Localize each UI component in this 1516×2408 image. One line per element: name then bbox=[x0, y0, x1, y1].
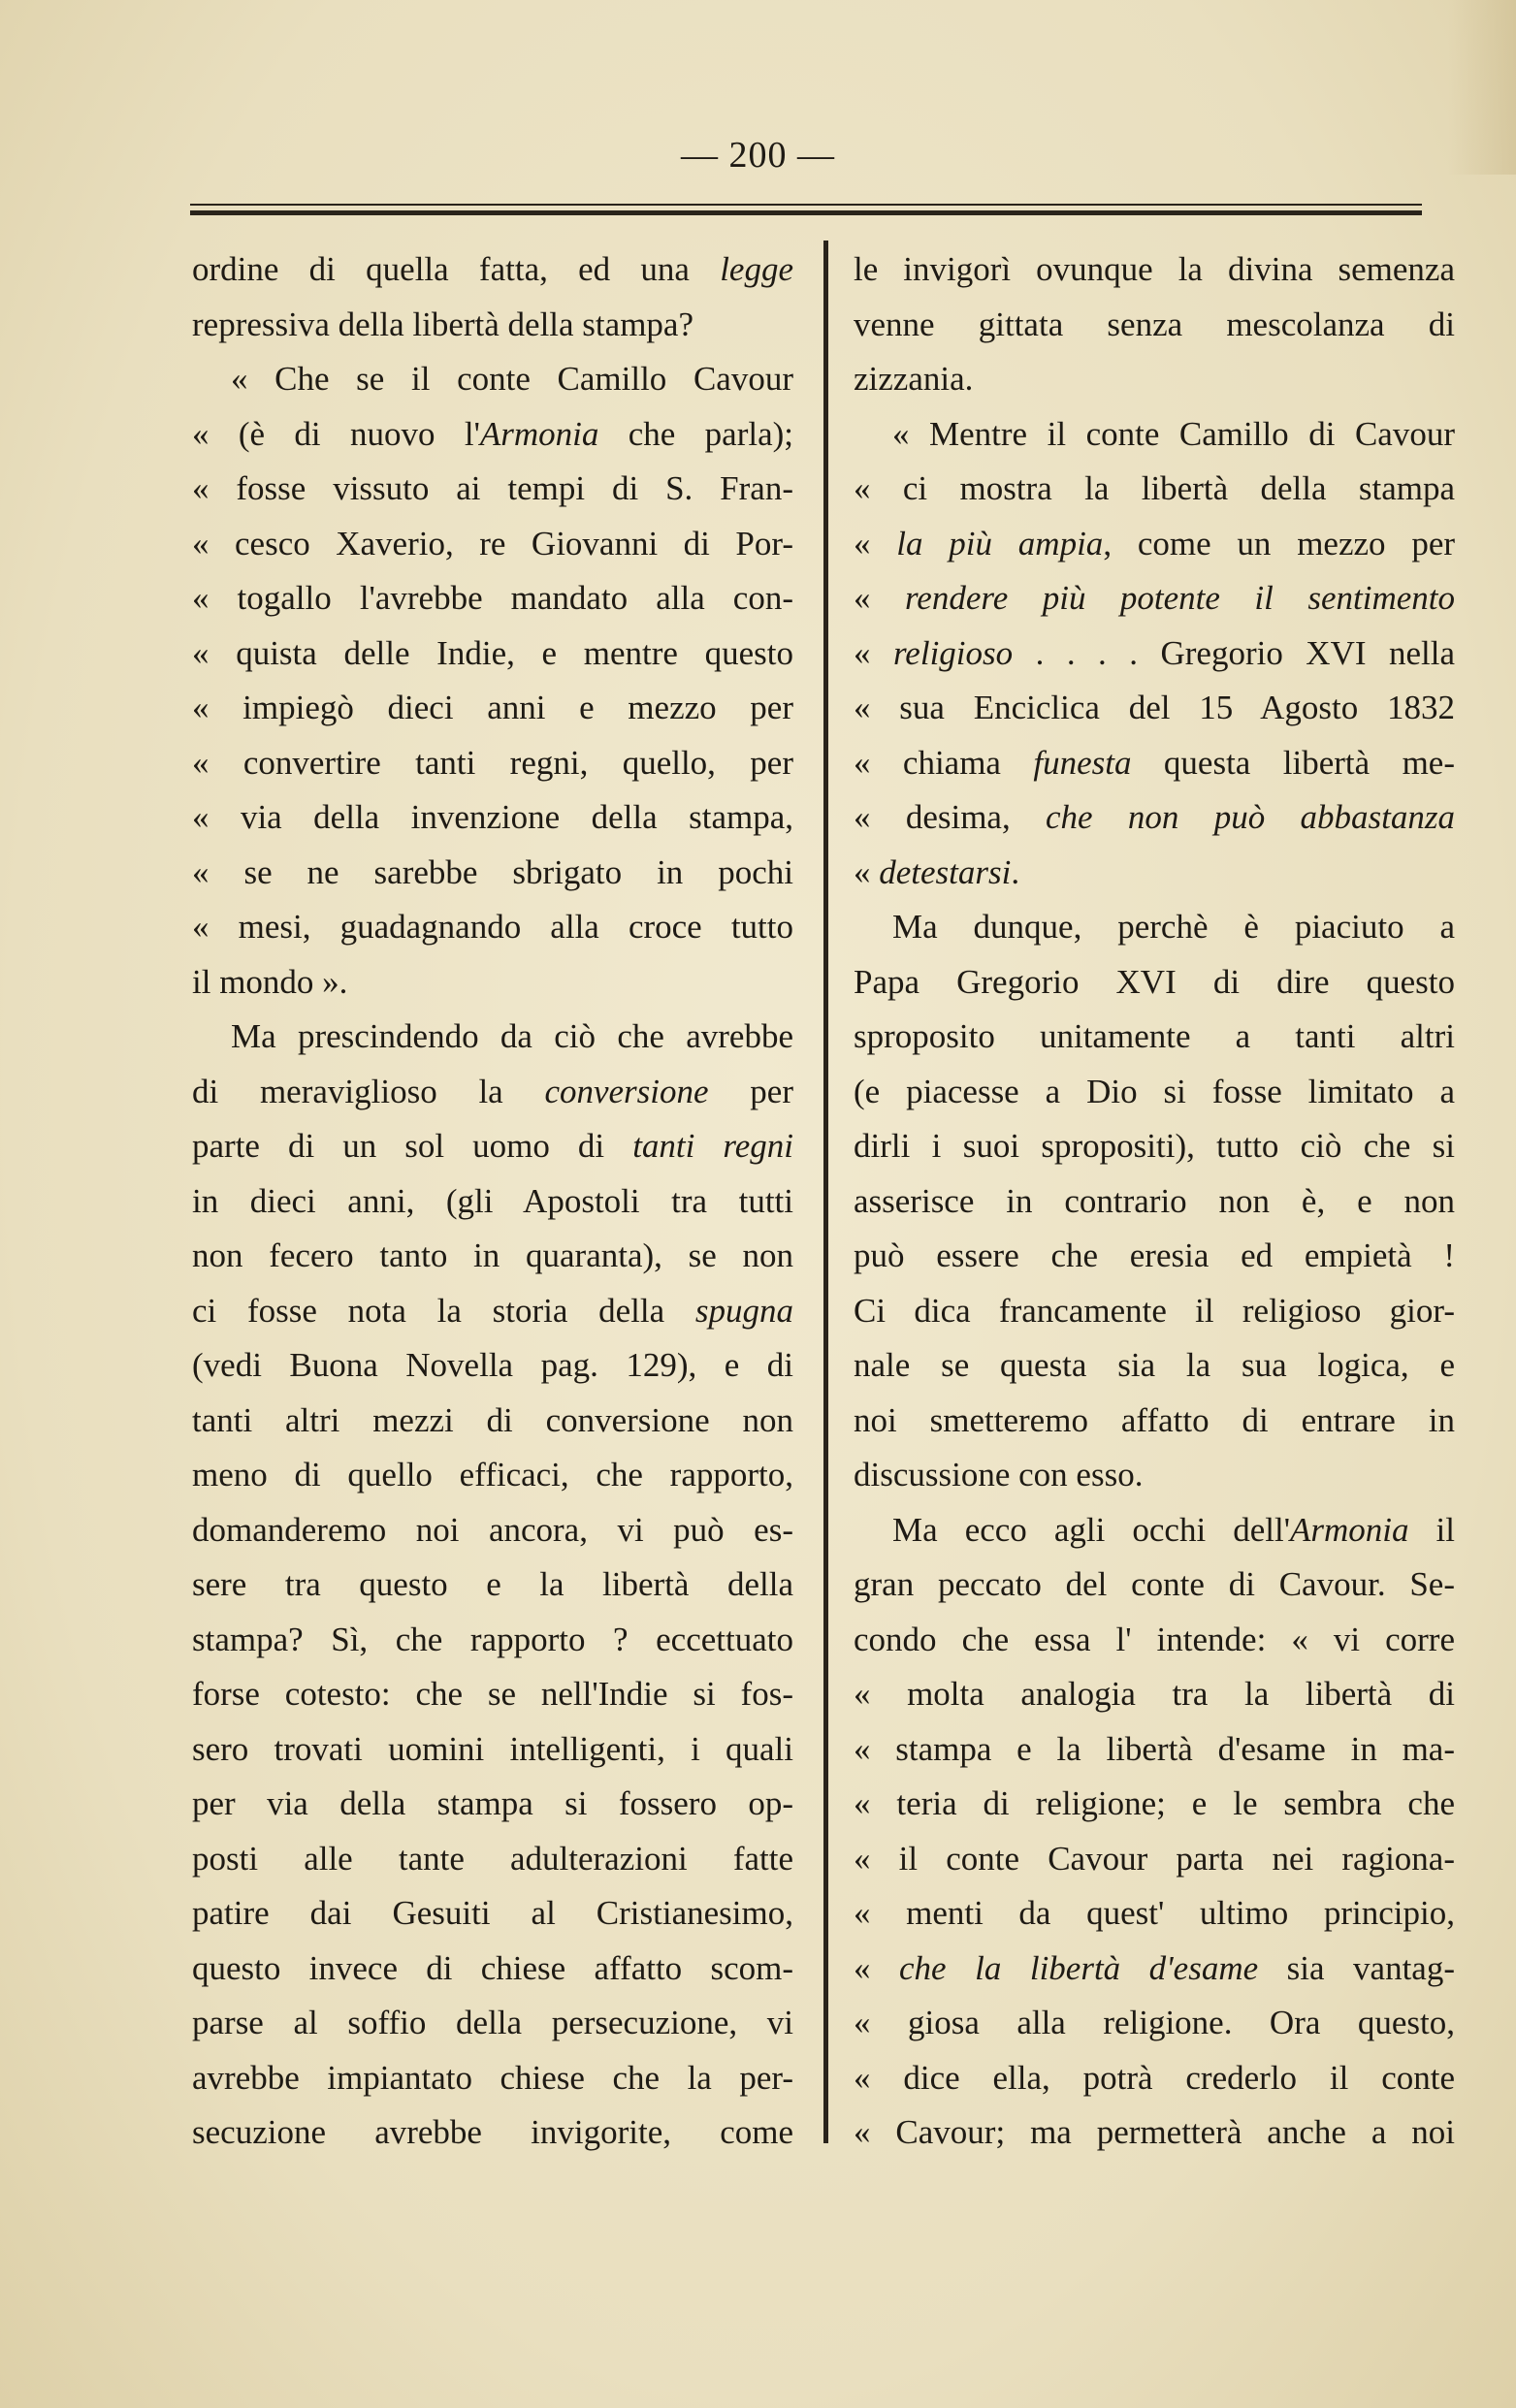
text-line: « ci mostra la libertà della stampa bbox=[854, 469, 1455, 507]
column-divider bbox=[823, 241, 828, 2143]
text-line: « sua Enciclica del 15 Agosto 1832 bbox=[854, 689, 1455, 726]
text-line: « dice ella, potrà crederlo il conte bbox=[854, 2058, 1455, 2097]
text-line: zizzania. bbox=[854, 360, 974, 398]
text-line: « desima, che non può abbastanza bbox=[854, 798, 1455, 836]
text-line: non fecero tanto in quaranta), se non bbox=[192, 1236, 793, 1274]
text-line: Ma dunque, perchè è piaciuto a bbox=[892, 908, 1455, 946]
text-line: questo invece di chiese affatto scom- bbox=[192, 1948, 793, 1987]
text-line: « Che se il conte Camillo Cavour bbox=[231, 360, 793, 398]
text-line: (vedi Buona Novella pag. 129), e di bbox=[192, 1346, 793, 1384]
text-line: Ma ecco agli occhi dell'Armonia il bbox=[892, 1510, 1455, 1549]
text-line: sproposito unitamente a tanti altri bbox=[854, 1017, 1455, 1055]
right-column bbox=[854, 242, 1455, 2161]
text-line: « teria di religione; e le sembra che bbox=[854, 1784, 1455, 1822]
text-line: dirli i suoi spropositi), tutto ciò che si bbox=[854, 1127, 1455, 1165]
text-line: venne gittata senza mescolanza di bbox=[854, 305, 1455, 343]
text-line: forse cotesto: che se nell'Indie si fos- bbox=[192, 1675, 793, 1713]
text-line: nale se questa sia la sua logica, e bbox=[854, 1346, 1455, 1384]
text-line: « convertire tanti regni, quello, per bbox=[192, 743, 793, 782]
text-line: posti alle tante adulterazioni fatte bbox=[192, 1839, 793, 1878]
text-line: gran peccato del conte di Cavour. Se- bbox=[854, 1565, 1455, 1603]
text-line: tanti altri mezzi di conversione non bbox=[192, 1400, 793, 1439]
text-line: repressiva della libertà della stampa? bbox=[192, 305, 693, 343]
left-column bbox=[192, 242, 793, 2161]
text-line: condo che essa l' intende: « vi corre bbox=[854, 1620, 1455, 1658]
text-line: il mondo ». bbox=[192, 962, 348, 1001]
text-line: « menti da quest' ultimo principio, bbox=[854, 1894, 1455, 1932]
text-line: (e piacesse a Dio si fosse limitato a bbox=[854, 1072, 1455, 1110]
text-line: ordine di quella fatta, ed una legge bbox=[192, 250, 793, 288]
text-line: « togallo l'avrebbe mandato alla con- bbox=[192, 579, 793, 617]
text-line: parte di un sol uomo di tanti regni bbox=[192, 1127, 793, 1165]
text-line: « la più ampia, come un mezzo per bbox=[854, 524, 1455, 562]
text-line: « via della invenzione della stampa, bbox=[192, 798, 793, 836]
text-line: « Mentre il conte Camillo di Cavour bbox=[892, 414, 1455, 453]
text-line: « (è di nuovo l'Armonia che parla); bbox=[192, 414, 793, 453]
text-line: « impiegò dieci anni e mezzo per bbox=[192, 689, 793, 726]
text-line: Ci dica francamente il religioso gior- bbox=[854, 1291, 1455, 1330]
text-line: « rendere più potente il sentimento bbox=[854, 579, 1455, 617]
text-line: Papa Gregorio XVI di dire questo bbox=[854, 962, 1455, 1001]
text-line: di meraviglioso la conversione per bbox=[192, 1072, 793, 1110]
text-line: « giosa alla religione. Ora questo, bbox=[854, 2004, 1455, 2041]
text-line: « Cavour; ma permetterà anche a noi bbox=[854, 2113, 1455, 2151]
header-rule-thick bbox=[190, 210, 1422, 215]
text-line: « il conte Cavour parta nei ragiona- bbox=[854, 1839, 1455, 1878]
text-line: ci fosse nota la storia della spugna bbox=[192, 1291, 793, 1330]
text-line: « mesi, guadagnando alla croce tutto bbox=[192, 908, 793, 946]
text-line: discussione con esso. bbox=[854, 1456, 1144, 1493]
text-line: asserisce in contrario non è, e non bbox=[854, 1181, 1455, 1220]
header-rule-thin bbox=[190, 204, 1422, 206]
text-line: « cesco Xaverio, re Giovanni di Por- bbox=[192, 524, 793, 562]
text-line: « che la libertà d'esame sia vantag- bbox=[854, 1948, 1455, 1987]
text-line: « molta analogia tra la libertà di bbox=[854, 1675, 1455, 1713]
text-line: le invigorì ovunque la divina semenza bbox=[854, 250, 1455, 288]
text-line: « fosse vissuto ai tempi di S. Fran- bbox=[192, 469, 793, 507]
text-line: può essere che eresia ed empietà ! bbox=[854, 1236, 1455, 1274]
text-line: per via della stampa si fossero op- bbox=[192, 1784, 793, 1822]
text-line: Ma prescindendo da ciò che avrebbe bbox=[231, 1017, 793, 1055]
text-line: « quista delle Indie, e mentre questo bbox=[192, 633, 793, 672]
text-line: sere tra questo e la libertà della bbox=[192, 1565, 793, 1603]
text-line: in dieci anni, (gli Apostoli tra tutti bbox=[192, 1181, 793, 1220]
text-line: « detestarsi. bbox=[854, 852, 1020, 891]
text-line: patire dai Gesuiti al Cristianesimo, bbox=[192, 1894, 793, 1932]
text-line: « chiama funesta questa libertà me- bbox=[854, 743, 1455, 782]
text-line: avrebbe impiantato chiese che la per- bbox=[192, 2058, 793, 2097]
text-line: « se ne sarebbe sbrigato in pochi bbox=[192, 852, 793, 891]
text-line: parse al soffio della persecuzione, vi bbox=[192, 2004, 793, 2041]
page-number: — 200 — bbox=[681, 135, 835, 176]
text-line: « stampa e la libertà d'esame in ma- bbox=[854, 1729, 1455, 1768]
text-line: noi smetteremo affatto di entrare in bbox=[854, 1400, 1455, 1439]
text-line: meno di quello efficaci, che rapporto, bbox=[192, 1456, 793, 1493]
text-line: stampa? Sì, che rapporto ? eccettuato bbox=[192, 1620, 793, 1658]
text-line: domanderemo noi ancora, vi può es- bbox=[192, 1510, 793, 1549]
text-line: sero trovati uomini intelligenti, i quali bbox=[192, 1729, 793, 1768]
text-line: « religioso . . . . Gregorio XVI nella bbox=[854, 633, 1455, 672]
text-line: secuzione avrebbe invigorite, come bbox=[192, 2113, 793, 2151]
